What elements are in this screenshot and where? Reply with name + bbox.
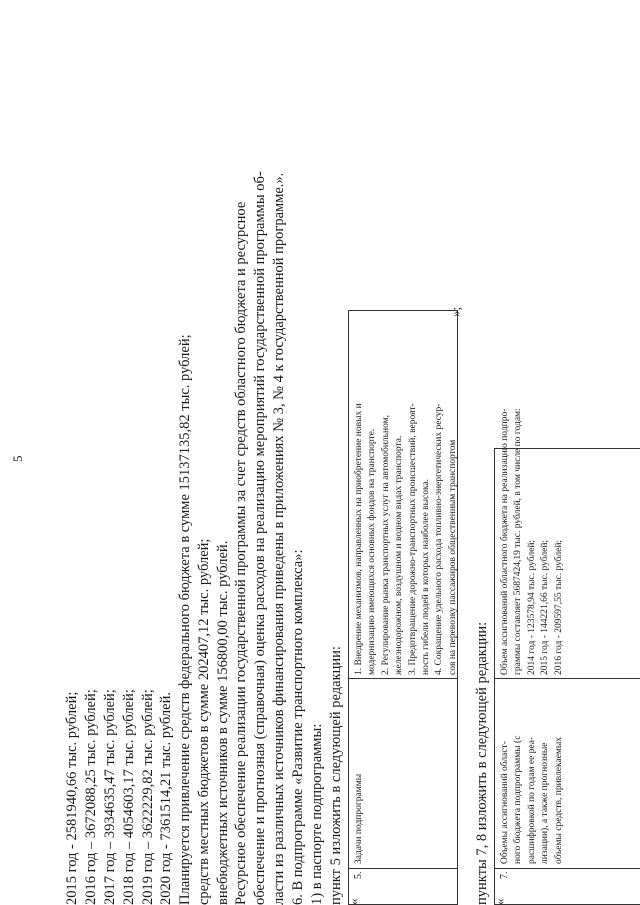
year-line: 2018 год – 4054603,17 тыс. рублей; bbox=[121, 689, 137, 905]
allocations-row-content bbox=[499, 408, 566, 675]
allocations-label-line: лизации), а также прогнозные bbox=[540, 742, 551, 864]
allocation-line: 2014 год - 123578,94 тыс. рублей; bbox=[526, 539, 537, 675]
funding-line: средств местных бюджетов в сумме 202407,12 тыс. рублей; bbox=[196, 538, 212, 905]
resource-paragraph-line: Ресурсное обеспечение реализации государственной программы за счет средств областного бюджета и ресурсное bbox=[233, 201, 249, 905]
item6-heading: 6. В подпрограмме «Развитие транспортного комплекса»: bbox=[290, 549, 306, 905]
task-line: железнодорожном, воздушном и водном видах транспорта. bbox=[394, 435, 405, 675]
points78-heading: пункты 7, 8 изложить в следующей редакции: bbox=[474, 621, 490, 905]
task-line: 4. Сокращение удельного расхода топливно-энергетических ресур- bbox=[434, 403, 445, 675]
year-line: 2019 год – 3622229,82 тыс. рублей; bbox=[140, 689, 156, 905]
allocation-line: граммы составляет 5687424,19 тыс. рублей, в том числе по годам: bbox=[513, 408, 524, 675]
allocations-label-line: объемы средств, привлекаемых bbox=[553, 736, 564, 864]
allocations-label-line: ного бюджета подпрограммы (с bbox=[513, 735, 524, 864]
task-line: сов на перевозку пассажиров общественным транспортом bbox=[447, 439, 458, 675]
year-line: 2020 год - 7361514,21 тыс. рублей. bbox=[158, 692, 174, 905]
point5-heading: пункт 5 изложить в следующей редакции: bbox=[328, 646, 344, 905]
close-quote: »; bbox=[448, 306, 463, 317]
task-line: модернизацию имеющихся основных фондов на транспорте. bbox=[367, 428, 378, 675]
allocations-label-line: Объемы ассигнований област- bbox=[500, 741, 510, 864]
allocation-line: 2015 год - 144221,66 тыс. рублей; bbox=[540, 539, 551, 675]
passport-heading: 1) в паспорте подпрограммы: bbox=[309, 723, 325, 905]
year-line: 2017 год – 3934635,47 тыс. рублей; bbox=[102, 689, 118, 905]
page-number: 5 bbox=[10, 455, 25, 462]
allocations-label-line: расшифровкой по годам ее реа- bbox=[526, 736, 537, 864]
open-quote: « bbox=[492, 898, 507, 905]
resource-paragraph-line: обеспечение и прогнозная (справочная) оценка расходов на реализацию мероприятий государственной программы об- bbox=[252, 171, 268, 905]
open-quote: « bbox=[346, 898, 361, 905]
task-line: ность гибели людей в которых наиболее высока. bbox=[421, 478, 432, 675]
task-line: 3. Предотвращение дорожно-транспортных происшествий, вероят- bbox=[407, 403, 418, 675]
tasks-row-label: Задачи подпрограммы bbox=[354, 773, 364, 864]
tasks-row-number: 5. bbox=[353, 871, 364, 879]
resource-paragraph-line: ласти из различных источников финансирования приведены в приложениях № 3, № 4 к государственной программе.». bbox=[271, 172, 287, 905]
allocations-row-label bbox=[499, 736, 566, 864]
tasks-table bbox=[348, 310, 458, 905]
funding-line: внебюджетных источников в сумме 156800,00 тыс. рублей. bbox=[215, 540, 231, 905]
task-line: 2. Регулирование рынка транспортных услуг на автомобильном, bbox=[380, 414, 391, 675]
tasks-row-content bbox=[353, 403, 460, 675]
allocations-table bbox=[494, 408, 640, 905]
allocation-line: 2016 год - 209597,55 тыс. рублей; bbox=[553, 539, 564, 675]
task-line: 1. Внедрение механизмов, направленных на приобретение новых и bbox=[354, 403, 364, 675]
allocation-line: Объем ассигнований областного бюджета на реализацию подпро- bbox=[500, 408, 510, 675]
funding-line: Планируется привлечение средств федерального бюджета в сумме 15137135,82 тыс. рублей; bbox=[177, 334, 193, 905]
year-line: 2015 год - 2581940,66 тыс. рублей; bbox=[64, 691, 80, 905]
allocations-row-number: 7. bbox=[499, 871, 510, 879]
year-line: 2016 год – 3672088,25 тыс. рублей; bbox=[83, 689, 99, 905]
